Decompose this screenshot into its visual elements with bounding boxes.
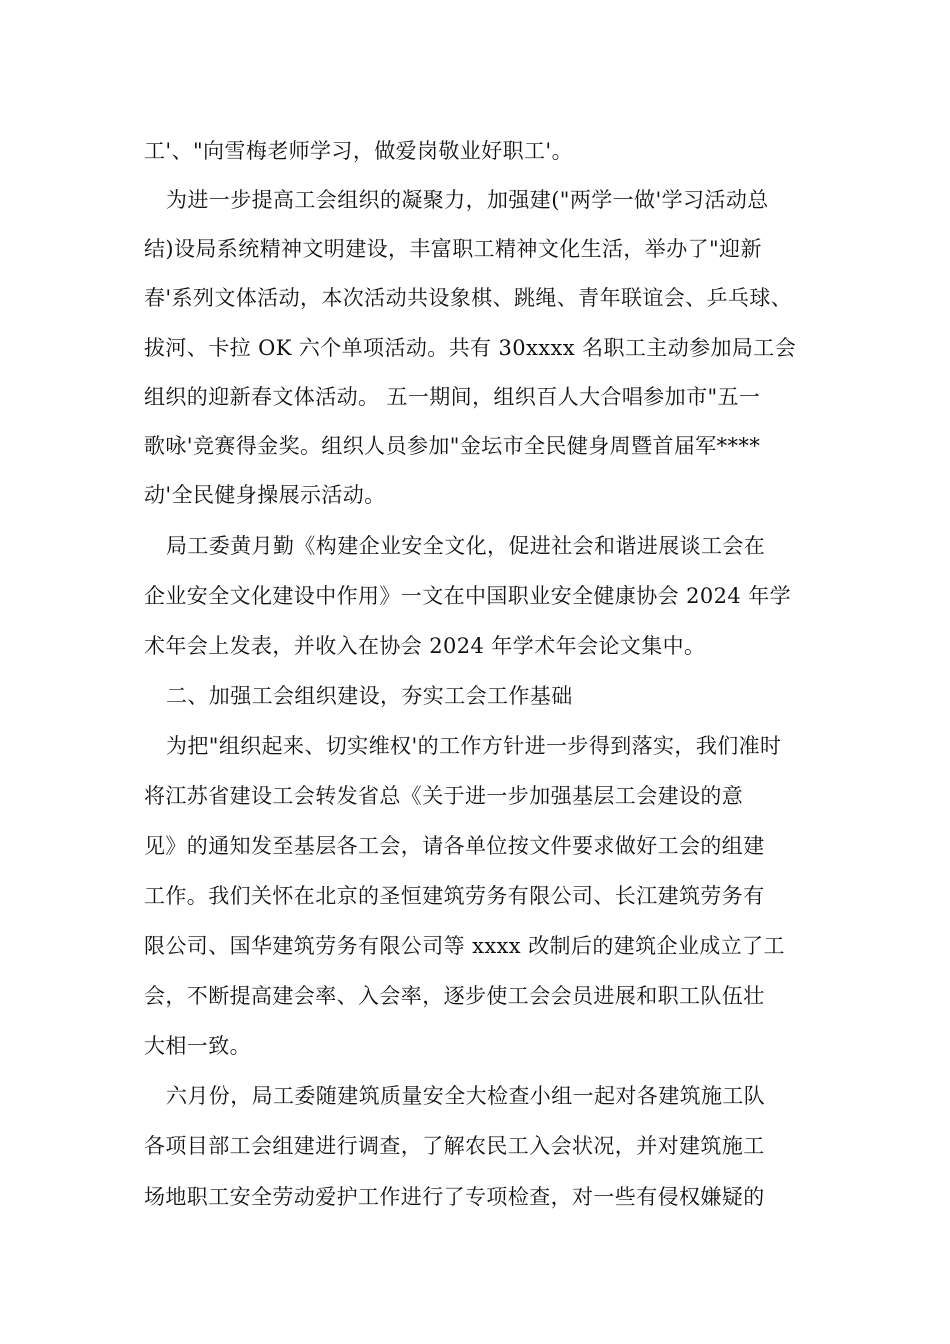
text-line: 各项目部工会组建进行调查，了解农民工入会状况，并对建筑施工 [144, 1134, 765, 1158]
text-line: 结)设局系统精神文明建设，丰富职工精神文化生活，举办了"迎新 [144, 237, 762, 261]
text-line: 场地职工安全劳动爱护工作进行了专项检查，对一些有侵权嫌疑的 [144, 1185, 765, 1209]
text-line: 术年会上发表，并收入在协会 2024 年学术年会论文集中。 [144, 634, 706, 658]
text-line: 大相一致。 [144, 1034, 251, 1058]
text-line: 将江苏省建设工会转发省总《关于进一步加强基层工会建设的意 [144, 784, 744, 808]
paragraph-first-line: 局工委黄月勤《构建企业安全文化，促进社会和谐进展谈工会在 [166, 534, 766, 558]
text-line: 动'全民健身操展示活动。 [144, 483, 386, 507]
text-line: 春'系列文体活动，本次活动共设象棋、跳绳、青年联谊会、乒乓球、 [144, 286, 793, 310]
text-line: 企业安全文化建设中作用》一文在中国职业安全健康协会 2024 年学 [144, 584, 791, 608]
paragraph-first-line: 为把"组织起来、切实维权'的工作方针进一步得到落实，我们准时 [166, 734, 782, 758]
section-heading: 二、加强工会组织建设，夯实工会工作基础 [166, 684, 573, 708]
text-line: 会，不断提高建会率、入会率，逐步使工会会员进展和职工队伍壮 [144, 984, 765, 1008]
text-line: 工作。我们关怀在北京的圣恒建筑劳务有限公司、长江建筑劳务有 [144, 884, 765, 908]
paragraph-first-line: 为进一步提高工会组织的凝聚力，加强建("两学一做'学习活动总 [166, 188, 769, 212]
text-line: 见》的通知发至基层各工会，请各单位按文件要求做好工会的组建 [144, 834, 765, 858]
paragraph-first-line: 六月份，局工委随建筑质量安全大检查小组一起对各建筑施工队 [166, 1084, 766, 1108]
text-line: 限公司、国华建筑劳务有限公司等 xxxx 改制后的建筑企业成立了工 [144, 934, 785, 958]
text-line: 拔河、卡拉 OK 六个单项活动。共有 30xxxx 名职工主动参加局工会 [144, 336, 797, 360]
text-line: 组织的迎新春文体活动。 五一期间，组织百人大合唱参加市"五一 [144, 385, 761, 409]
text-line: 歌咏'竞赛得金奖。组织人员参加"金坛市全民健身周暨首届军**** [144, 434, 761, 458]
text-line: 工'、"向雪梅老师学习，做爱岗敬业好职工'。 [144, 139, 574, 163]
